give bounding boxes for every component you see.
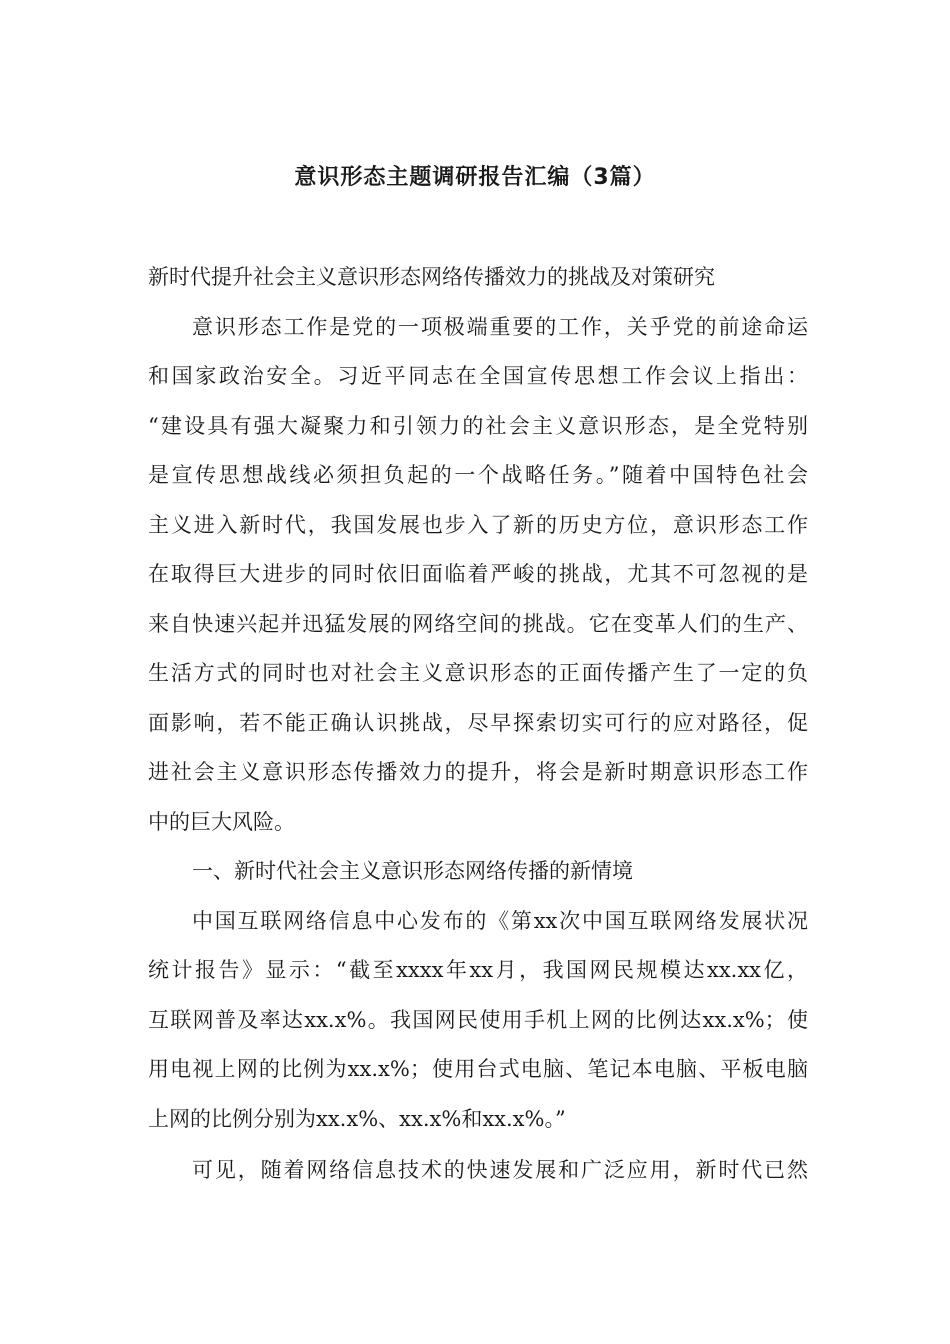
- paragraph-line: “建设具有强大凝聚力和引领力的社会主义意识形态，是全党特别: [148, 413, 808, 438]
- paragraph-3: [148, 1146, 808, 1196]
- paragraph-line: 上网的比例分别为xx.x%、xx.x%和xx.x%。”: [148, 1106, 566, 1131]
- section-heading: 一、新时代社会主义意识形态网络传播的新情境: [192, 859, 633, 883]
- paragraph-line: 中国互联网络信息中心发布的《第xx次中国互联网络发展状况: [192, 908, 808, 933]
- document-title: 意识形态主题调研报告汇编（3篇）: [294, 165, 656, 190]
- paragraph-line: 统计报告》显示：“截至xxxx年xx月，我国网民规模达xx.xx亿，: [148, 958, 808, 982]
- paragraph-line: 进社会主义意识形态传播效力的提升，将会是新时期意识形态工作: [148, 760, 808, 784]
- paragraph-line: 用电视上网的比例为xx.x%；使用台式电脑、笔记本电脑、平板电脑: [148, 1057, 808, 1081]
- paragraph-line: 中的巨大风险。: [148, 809, 295, 834]
- paragraph-line: 来自快速兴起并迅猛发展的网络空间的挑战。它在变革人们的生产、: [148, 611, 808, 636]
- paragraph-line: 和国家政治安全。习近平同志在全国宣传思想工作会议上指出：: [148, 364, 808, 388]
- paragraph-line: 意识形态工作是党的一项极端重要的工作，关乎党的前途命运: [192, 314, 808, 339]
- paragraph-line: 面影响，若不能正确认识挑战，尽早探索切实可行的应对路径，促: [148, 710, 808, 735]
- paragraph-line: 是宣传思想战线必须担负起的一个战略任务。”随着中国特色社会: [148, 463, 808, 487]
- paragraph-line: 可见，随着网络信息技术的快速发展和广泛应用，新时代已然: [192, 1158, 808, 1182]
- paragraph-2: [148, 897, 808, 1145]
- document-body: [148, 253, 808, 1196]
- subtitle: 新时代提升社会主义意识形态网络传播效力的挑战及对策研究: [148, 265, 715, 289]
- paragraph-line: 在取得巨大进步的同时依旧面临着严峻的挑战，尤其不可忽视的是: [148, 562, 808, 586]
- paragraph-line: 互联网普及率达xx.x%。我国网民使用手机上网的比例达xx.x%；使: [148, 1007, 808, 1032]
- paragraph-line: 生活方式的同时也对社会主义意识形态的正面传播产生了一定的负: [148, 661, 808, 685]
- paragraph-line: 主义进入新时代，我国发展也步入了新的历史方位，意识形态工作: [148, 512, 808, 537]
- paragraph-1: [148, 303, 808, 848]
